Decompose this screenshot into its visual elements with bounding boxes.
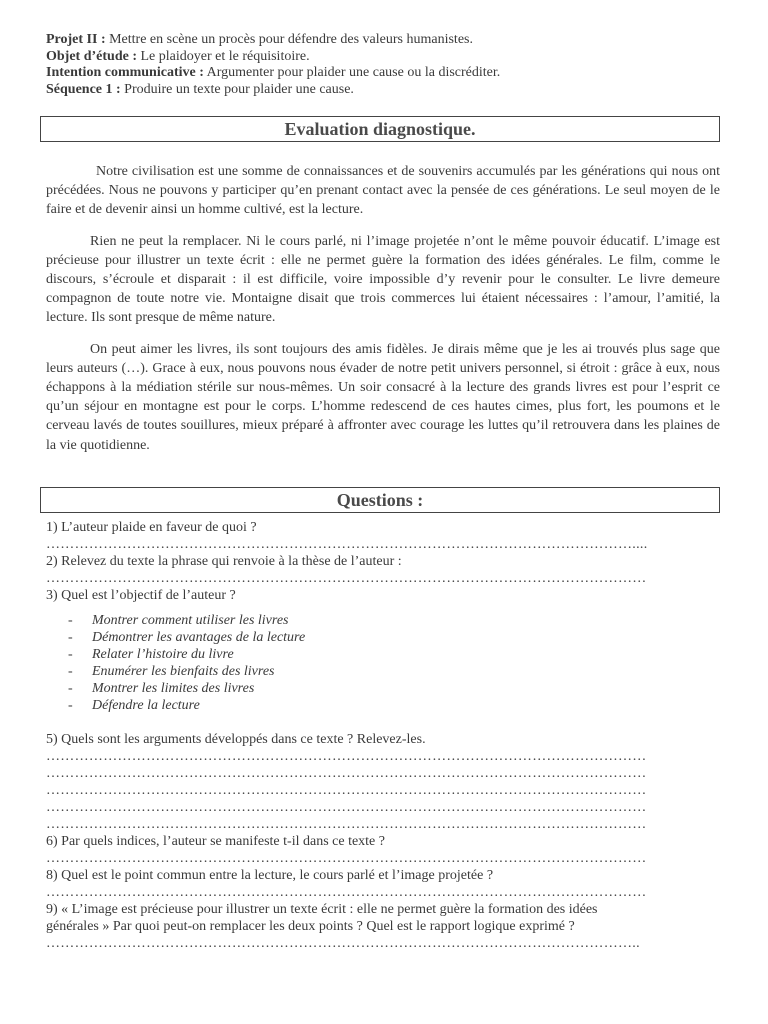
answer-line-5e: ………………………………………………………………………………………………………………	[46, 816, 647, 832]
header-objet	[46, 49, 720, 66]
choice-item	[68, 680, 720, 697]
answer-line-5b: ………………………………………………………………………………………………………………	[46, 765, 647, 781]
question-1: 1) L’auteur plaide en faveur de quoi ?	[46, 519, 257, 535]
question-6: 6) Par quels indices, l’auteur se manifeste t-il dans ce texte ?	[46, 833, 385, 849]
question-2: 2) Relevez du texte la phrase qui renvoie à la thèse de l’auteur :	[46, 553, 402, 569]
choice-label: Défendre la lecture	[92, 697, 200, 713]
questions-block	[46, 519, 720, 952]
text-paragraph-3: On peut aimer les livres, ils sont toujours des amis fidèles. Je dirais même que je les ai trouvés plus sage que leurs auteurs (…). Grace à eux, nous pouvons nous évader de notre petit univers personnel, si étroit : grâce à eux, nous échappons à la médiation stérile sur nous-mêmes. Un soir consacré à la lecture des grands livres est pour l’esprit ce qu’un séjour en montagne est pour le corps. L’homme redescend de ces hautes cimes, plus fort, les poumons et le cerveau lavés de toutes souillures, mieux préparé à affronter avec courage les luttes qu’il retrouvera dans les plaines de la vie quotidienne.	[46, 341, 720, 453]
choice-label: Montrer comment utiliser les livres	[92, 612, 289, 628]
objet-label: Objet d’étude :	[46, 48, 137, 64]
question-9-line-2: générales » Par quoi peut-on remplacer les deux points ? Quel est le rapport logique exprimé ?	[46, 918, 575, 934]
sequence-value: Produire un texte pour plaider une cause.	[120, 81, 354, 97]
objet-value: Le plaidoyer et le réquisitoire.	[137, 48, 310, 64]
choice-label: Enumérer les bienfaits des livres	[92, 663, 275, 679]
choice-item	[68, 697, 720, 714]
question-3: 3) Quel est l’objectif de l’auteur ?	[46, 587, 236, 603]
intention-label: Intention communicative :	[46, 65, 204, 80]
answer-line-5d: ………………………………………………………………………………………………………………	[46, 799, 647, 815]
question-9-line-1: 9) « L’image est précieuse pour illustrer un texte écrit : elle ne permet guère la formation des idées	[46, 901, 598, 917]
header-sequence	[46, 82, 720, 99]
answer-line-8: ………………………………………………………………………………………………………………	[46, 884, 647, 900]
answer-line-5a: ………………………………………………………………………………………………………………	[46, 748, 647, 764]
dash-marker: -	[68, 680, 73, 696]
projet-label: Projet II :	[46, 32, 106, 47]
choice-label: Démontrer les avantages de la lecture	[92, 629, 306, 645]
choice-item	[68, 646, 720, 663]
question-5: 5) Quels sont les arguments développés dans ce texte ? Relevez-les.	[46, 731, 426, 747]
header-block	[46, 32, 720, 98]
section-title-questions: Questions :	[40, 487, 720, 513]
dash-marker: -	[68, 697, 73, 713]
dash-marker: -	[68, 646, 73, 662]
document-page	[46, 32, 720, 952]
intention-value: Argumenter pour plaider une cause ou la discréditer.	[203, 65, 501, 80]
section-title-evaluation: Evaluation diagnostique.	[40, 116, 720, 142]
question-8: 8) Quel est le point commun entre la lecture, le cours parlé et l’image projetée ?	[46, 867, 494, 883]
choice-item	[68, 629, 720, 646]
projet-value: Mettre en scène un procès pour défendre des valeurs humanistes.	[105, 32, 473, 47]
header-intention	[46, 65, 720, 82]
sequence-label: Séquence 1 :	[46, 81, 121, 97]
choice-item	[68, 663, 720, 680]
dash-marker: -	[68, 663, 73, 679]
answer-line-9: ……………………………………………………………………………………………………………..	[46, 935, 640, 951]
text-paragraph-1: Notre civilisation est une somme de connaissances et de souvenirs accumulés par les générations qui nous ont précédées. Nous ne pouvons y participer qu’en prenant contact avec la pensée de ces générations. Le seul moyen de le faire et de devenir ainsi un homme cultivé, est la lecture.	[46, 164, 720, 218]
text-paragraph-2: Rien ne peut la remplacer. Ni le cours parlé, ni l’image projetée n’ont le même pouvoir éducatif. L’image est précieuse pour illustrer un texte écrit : elle ne permet guère la formation des idées générales. Le film, comme le discours, s’écroule et disparait : il est difficile, voire impossible d’y revenir pour le consulter. Le livre demeure compagnon de toute notre vie. Montaigne disait que trois commerces lui étaient nécessaires : l’amour, l’amitié, la lecture. Ils sont presque de même nature.	[46, 233, 720, 326]
answer-line-2: ………………………………………………………………………………………………………………	[46, 570, 647, 586]
choice-label: Montrer les limites des livres	[92, 680, 255, 696]
answer-line-6: ………………………………………………………………………………………………………………	[46, 850, 647, 866]
question-3-choices	[46, 612, 720, 714]
answer-line-1: ……………………………………………………………………………………………………………....	[46, 536, 648, 552]
dash-marker: -	[68, 629, 73, 645]
header-projet	[46, 32, 720, 49]
choice-item	[68, 612, 720, 629]
dash-marker: -	[68, 612, 73, 628]
choice-label: Relater l’histoire du livre	[92, 646, 234, 662]
answer-line-5c: ………………………………………………………………………………………………………………	[46, 782, 647, 798]
